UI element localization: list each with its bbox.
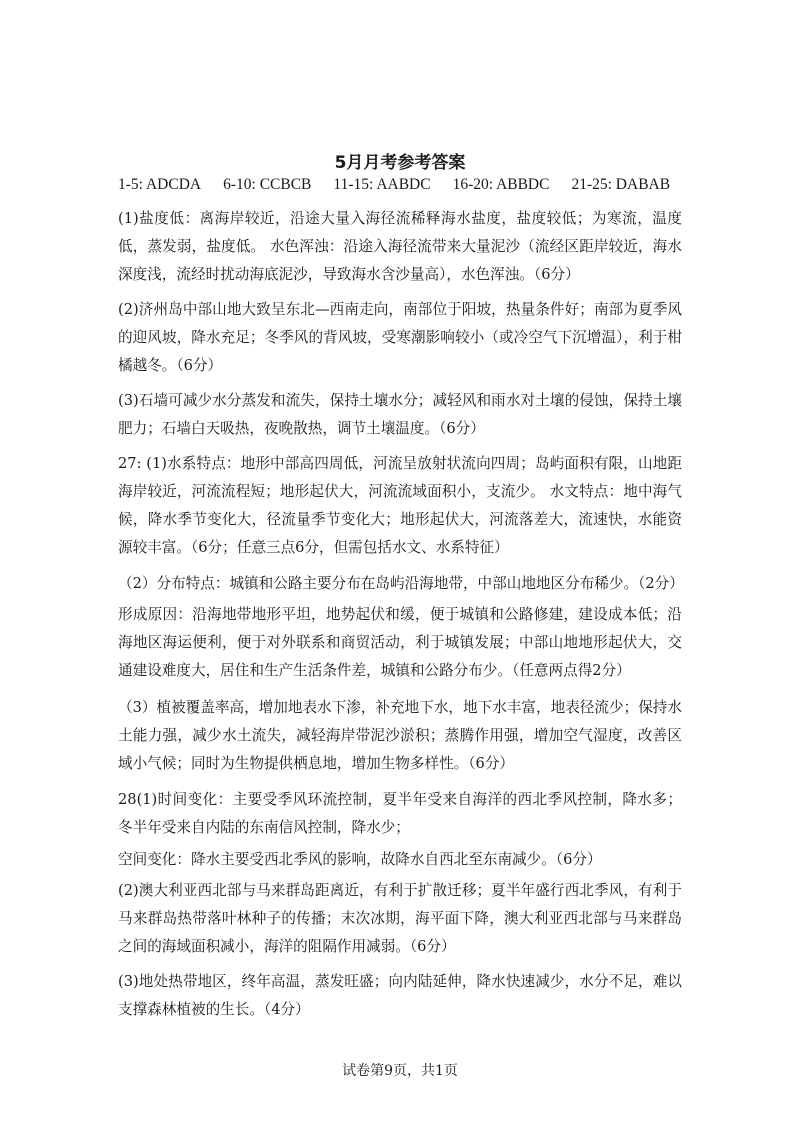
answer-paragraph: (3)石墙可减少水分蒸发和流失，保持土壤水分；减轻风和雨水对土壤的侵蚀，保持土壤肥力；石墙白天吸热，夜晚散热，调节土壤温度。（6分） bbox=[118, 392, 682, 437]
answer-paragraph: (2)澳大利亚西北部与马来群岛距离近，有利于扩散迁移；夏半年盛行西北季风，有利于马来群岛热带落叶林种子的传播；末次冰期，海平面下降，澳大利亚西北部与马来群岛之间的海域面积减小，海洋的阻隔作用减弱。（6分） bbox=[118, 882, 682, 955]
answer-group: 16-20: ABBDC bbox=[452, 176, 550, 193]
page-footer: 试卷第9页，共1页 bbox=[342, 1063, 458, 1079]
multiple-choice-answers bbox=[118, 176, 718, 194]
page-title: 5月月考参考答案 bbox=[334, 153, 466, 173]
answer-paragraph: （3）植被覆盖率高，增加地表水下渗，补充地下水，地下水丰富，地表径流少；保持水土能力强，减少水土流失，减轻海岸带泥沙淤积；蒸腾作用强，增加空气湿度，改善区域小气候；同时为生物提供栖息地，增加生物多样性。（6分） bbox=[118, 699, 682, 772]
answer-paragraph: 27: (1)水系特点：地形中部高四周低，河流呈放射状流向四周；岛屿面积有限，山地距海岸较近，河流流程短；地形起伏大，河流流域面积小，支流少。 水文特点：地中海气候，降水季节变化大，径流量季节变化大；地形起伏大，河流落差大，流速快，水能资源较丰富。（6分；任意三点6分，但需包括水文、水系特征） bbox=[118, 455, 682, 556]
answer-paragraph: (1)盐度低：离海岸较近，沿途大量入海径流稀释海水盐度，盐度较低；为寒流，温度低，蒸发弱，盐度低。 水色浑浊：沿途入海径流带来大量泥沙（流经区距岸较近，海水深度浅，流经时扰动海底泥沙，导致海水含沙量高），水色浑浊。（6分） bbox=[118, 210, 682, 283]
answer-paragraph: 形成原因：沿海地带地形平坦，地势起伏和缓，便于城镇和公路修建，建设成本低；沿海地区海运便利，便于对外联系和商贸活动，利于城镇发展；中部山地地形起伏大，交通建设难度大，居住和生产生活条件差，城镇和公路分布少。（任意两点得2分） bbox=[118, 606, 682, 679]
answer-group: 1-5: ADCDA bbox=[118, 176, 202, 193]
answer-paragraph: 空间变化：降水主要受西北季风的影响，故降水自西北至东南减少。（6分） bbox=[118, 851, 602, 868]
answer-paragraph: (2)济州岛中部山地大致呈东北—西南走向，南部位于阳坡，热量条件好；南部为夏季风的迎风坡，降水充足；冬季风的背风坡，受寒潮影响较小（或冷空气下沉增温），利于柑橘越冬。（6分） bbox=[118, 301, 682, 374]
answer-group: 11-15: AABDC bbox=[333, 176, 431, 193]
answer-group: 21-25: DABAB bbox=[571, 176, 671, 193]
answer-group: 6-10: CCBCB bbox=[223, 176, 312, 193]
answer-paragraph: (3)地处热带地区，终年高温，蒸发旺盛；向内陆延伸，降水快速减少，水分不足，难以支撑森林植被的生长。（4分） bbox=[118, 973, 682, 1018]
answer-paragraph: 28(1)时间变化：主要受季风环流控制，夏半年受来自海洋的西北季风控制，降水多；冬半年受来自内陆的东南信风控制，降水少； bbox=[118, 791, 682, 836]
answer-paragraph: （2）分布特点：城镇和公路主要分布在岛屿沿海地带，中部山地地区分布稀少。（2分） bbox=[118, 575, 684, 592]
